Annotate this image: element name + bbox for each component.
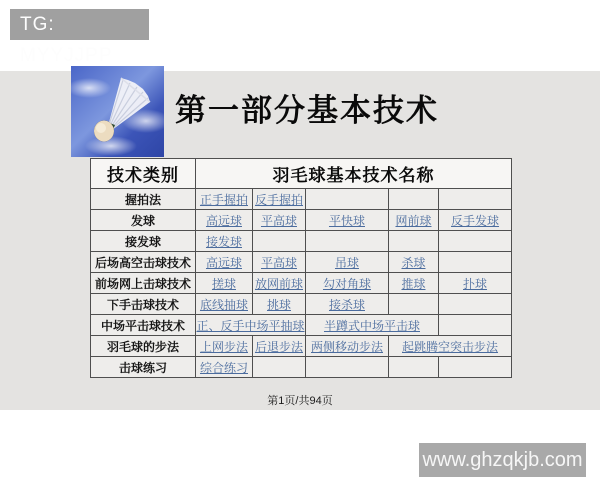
technique-link[interactable]: 推球: [401, 276, 426, 291]
presentation-slide: [0, 71, 600, 410]
techniques-table: [90, 158, 512, 378]
technique-link[interactable]: 平快球: [328, 213, 365, 228]
table-row: [91, 231, 512, 252]
empty-cell: [389, 294, 439, 315]
technique-cell: [306, 210, 389, 231]
technique-link[interactable]: 高远球: [205, 255, 242, 270]
technique-link[interactable]: 上网步法: [199, 339, 248, 354]
technique-link[interactable]: 挑球: [266, 297, 291, 312]
technique-cell: [306, 273, 389, 294]
technique-cell: [196, 252, 253, 273]
technique-link[interactable]: 接发球: [205, 234, 242, 249]
technique-cell: [306, 252, 389, 273]
technique-link[interactable]: 起跳腾空突击步法: [402, 339, 499, 354]
table-row: [91, 357, 512, 378]
empty-cell: [389, 189, 439, 210]
technique-cell: [253, 189, 306, 210]
watermark-url: www.ghzqkjb.com: [419, 443, 586, 477]
empty-cell: [439, 189, 512, 210]
category-cell: 下手击球技术: [91, 294, 196, 315]
techniques-table-body: [91, 189, 512, 378]
empty-cell: [439, 294, 512, 315]
technique-cell: [389, 273, 439, 294]
category-cell: 发球: [91, 210, 196, 231]
technique-link[interactable]: 两侧移动步法: [310, 339, 383, 354]
empty-cell: [306, 231, 389, 252]
table-row: [91, 315, 512, 336]
tg-badge: TG: MYYJJPP: [10, 9, 149, 40]
technique-cell: [389, 210, 439, 231]
technique-cell: [253, 294, 306, 315]
category-cell: 击球练习: [91, 357, 196, 378]
technique-link[interactable]: 反手握拍: [254, 192, 303, 207]
technique-link[interactable]: 勾对角球: [322, 276, 371, 291]
table-row: [91, 294, 512, 315]
technique-cell: [389, 336, 512, 357]
technique-cell: [196, 231, 253, 252]
technique-cell: [196, 357, 253, 378]
technique-cell: [196, 336, 253, 357]
page-number: 第1页/共94页: [267, 395, 333, 407]
technique-cell: [196, 273, 253, 294]
technique-cell: [253, 210, 306, 231]
category-cell: 握拍法: [91, 189, 196, 210]
table-row: [91, 210, 512, 231]
technique-link[interactable]: 搓球: [211, 276, 236, 291]
empty-cell: [439, 231, 512, 252]
technique-cell: [196, 189, 253, 210]
technique-cell: [306, 336, 389, 357]
technique-link[interactable]: 高远球: [205, 213, 242, 228]
empty-cell: [439, 252, 512, 273]
technique-cell: [306, 294, 389, 315]
category-cell: 后场高空击球技术: [91, 252, 196, 273]
technique-cell: [306, 315, 439, 336]
technique-cell: [196, 315, 306, 336]
technique-link[interactable]: 接杀球: [328, 297, 365, 312]
technique-cell: [389, 252, 439, 273]
technique-link[interactable]: 半蹲式中场平击球: [323, 318, 420, 333]
technique-cell: [253, 273, 306, 294]
table-header-row: [91, 159, 512, 189]
empty-cell: [439, 315, 512, 336]
technique-link[interactable]: 后退步法: [254, 339, 303, 354]
technique-link[interactable]: 反手发球: [451, 213, 500, 228]
technique-cell: [439, 273, 512, 294]
empty-cell: [389, 357, 439, 378]
technique-link[interactable]: 放网前球: [254, 276, 303, 291]
technique-link[interactable]: 网前球: [395, 213, 432, 228]
technique-link[interactable]: 平高球: [260, 255, 297, 270]
header-category: 技术类别: [91, 159, 196, 189]
shuttlecock-image: [71, 66, 164, 157]
category-cell: 前场网上击球技术: [91, 273, 196, 294]
technique-link[interactable]: 底线抽球: [199, 297, 248, 312]
technique-cell: [196, 294, 253, 315]
empty-cell: [306, 189, 389, 210]
technique-link[interactable]: 平高球: [260, 213, 297, 228]
empty-cell: [306, 357, 389, 378]
technique-cell: [253, 336, 306, 357]
header-technique-names: 羽毛球基本技术名称: [196, 159, 512, 189]
technique-cell: [253, 252, 306, 273]
empty-cell: [439, 357, 512, 378]
technique-link[interactable]: 扑球: [463, 276, 488, 291]
table-row: [91, 336, 512, 357]
technique-link[interactable]: 杀球: [401, 255, 426, 270]
table-row: [91, 252, 512, 273]
technique-link[interactable]: 综合练习: [199, 360, 248, 375]
slide-title: 第一部分基本技术: [175, 93, 439, 128]
empty-cell: [253, 231, 306, 252]
technique-link[interactable]: 正、反手中场平抽球: [196, 318, 305, 333]
category-cell: 中场平击球技术: [91, 315, 196, 336]
table-row: [91, 273, 512, 294]
empty-cell: [389, 231, 439, 252]
technique-cell: [196, 210, 253, 231]
category-cell: 接发球: [91, 231, 196, 252]
empty-cell: [253, 357, 306, 378]
category-cell: 羽毛球的步法: [91, 336, 196, 357]
technique-cell: [439, 210, 512, 231]
technique-link[interactable]: 正手握拍: [199, 192, 248, 207]
table-row: [91, 189, 512, 210]
technique-link[interactable]: 吊球: [334, 255, 359, 270]
